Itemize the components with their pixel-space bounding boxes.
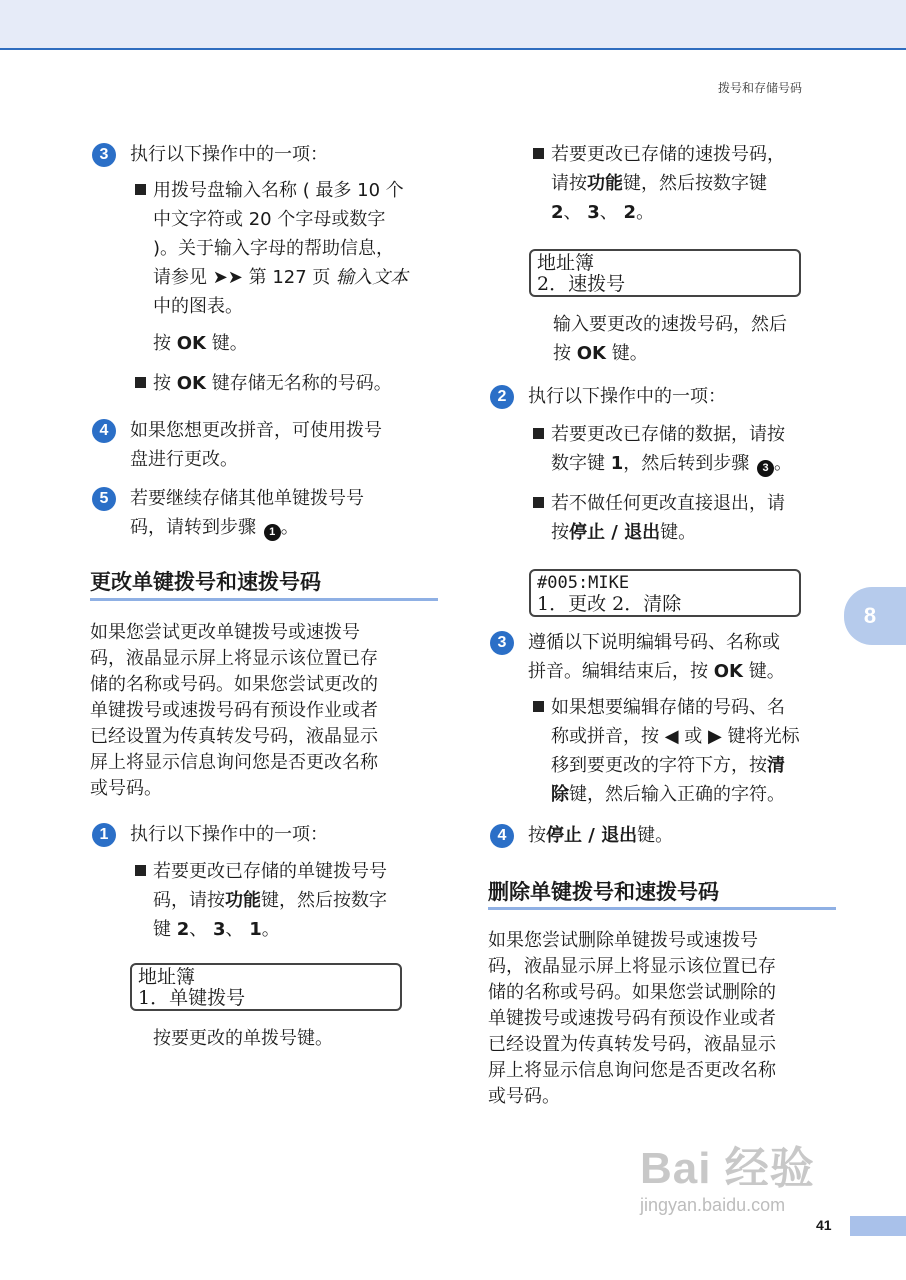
step1-bullet: 若要更改已存储的单键拨号号 码，请按功能键，然后按数字 键 2、 3、 1。 [135, 857, 455, 944]
running-header: 拨号和存储号码 [717, 81, 802, 95]
heading-underline [488, 907, 836, 910]
step3-bullet-2: 按 OK 键存储无名称的号码。 [135, 369, 392, 398]
step-number-5: 5 [92, 487, 116, 511]
step3-text: 执行以下操作中的一项： [130, 144, 328, 165]
lcd-display-3: #005:MIKE 1．更改 2．清除 [529, 569, 801, 617]
step4-right-text: 按停止 / 退出键。 [528, 825, 674, 846]
watermark-logo: Bai 经验 jingyan.baidu.com [640, 1144, 815, 1215]
step-number-1: 1 [92, 823, 116, 847]
step1-text: 执行以下操作中的一项： [130, 824, 328, 845]
step3-bullet-1: 用拨号盘输入名称 ( 最多 10 个 中文字符或 20 个字母或数字 )。关于输入字母的帮助信息， 请参见 ➤➤ 第 127 页 输入文本 中的图表。 [135, 176, 455, 321]
step-number-3-right: 3 [490, 631, 514, 655]
paragraph-delete: 如果您尝试删除单键拨号或速拨号 码，液晶显示屏上将显示该位置已存 储的名称或号码。如果您尝试删除的 单键拨号或速拨号码有预设作业或者 已经设置为传真转发号码，液晶显示 屏上将显示信息询问您是否更改名称 或号码。 [488, 930, 776, 1107]
bullet-square [135, 184, 146, 195]
lcd-display-1: 地址簿 1．单键拨号 [130, 963, 402, 1011]
step3-right-bullet: 如果想要编辑存储的号码、名 称或拼音，按 ◀ 或 ▶ 键将光标 移到要更改的字符下方，按清 除键，然后输入正确的字符。 [533, 693, 853, 809]
heading-underline [90, 598, 438, 601]
top-band [0, 0, 906, 50]
step2-bullet-2: 若不做任何更改直接退出，请 按停止 / 退出键。 [533, 489, 853, 547]
page-number-bar [850, 1216, 906, 1236]
section-heading-change: 更改单键拨号和速拨号码 [90, 570, 321, 594]
page-number: 41 [816, 1217, 832, 1233]
step2-text: 执行以下操作中的一项： [528, 386, 726, 407]
chapter-tab: 8 [844, 587, 906, 645]
step-number-2: 2 [490, 385, 514, 409]
lcd-display-2: 地址簿 2．速拨号 [529, 249, 801, 297]
step-ref-icon: 3 [757, 460, 774, 477]
step-ref-icon: 1 [264, 524, 281, 541]
step-number-4: 4 [92, 419, 116, 443]
step2-bullet-1: 若要更改已存储的数据，请按 数字键 1，然后转到步骤 3 。 [533, 420, 853, 478]
section-heading-delete: 删除单键拨号和速拨号码 [488, 880, 719, 904]
right-bullet-top: 若要更改已存储的速拨号码， 请按功能键，然后按数字键 2、 3、 2。 [533, 140, 853, 227]
press-ok-line: 按 OK 键。 [153, 333, 248, 354]
right-after: 输入要更改的速拨号码，然后 按 OK 键。 [553, 314, 787, 364]
step-number-3: 3 [92, 143, 116, 167]
step-number-4-right: 4 [490, 824, 514, 848]
step4-text: 如果您想更改拼音，可使用拨号 盘进行更改。 [130, 420, 382, 470]
cross-reference: 输入文本 [336, 267, 409, 288]
step1-after: 按要更改的单拨号键。 [153, 1028, 333, 1049]
step5-text: 若要继续存储其他单键拨号号 码，请转到步骤 1 。 [130, 484, 364, 542]
paragraph-change: 如果您尝试更改单键拨号或速拨号 码，液晶显示屏上将显示该位置已存 储的名称或号码。如果您尝试更改的 单键拨号或速拨号码有预设作业或者 已经设置为传真转发号码，液晶显示 屏上将显示信息询问您是否更改名称 或号码。 [90, 622, 378, 799]
step3-right-text: 遵循以下说明编辑号码、名称或 拼音。编辑结束后，按 OK 键。 [528, 632, 785, 682]
